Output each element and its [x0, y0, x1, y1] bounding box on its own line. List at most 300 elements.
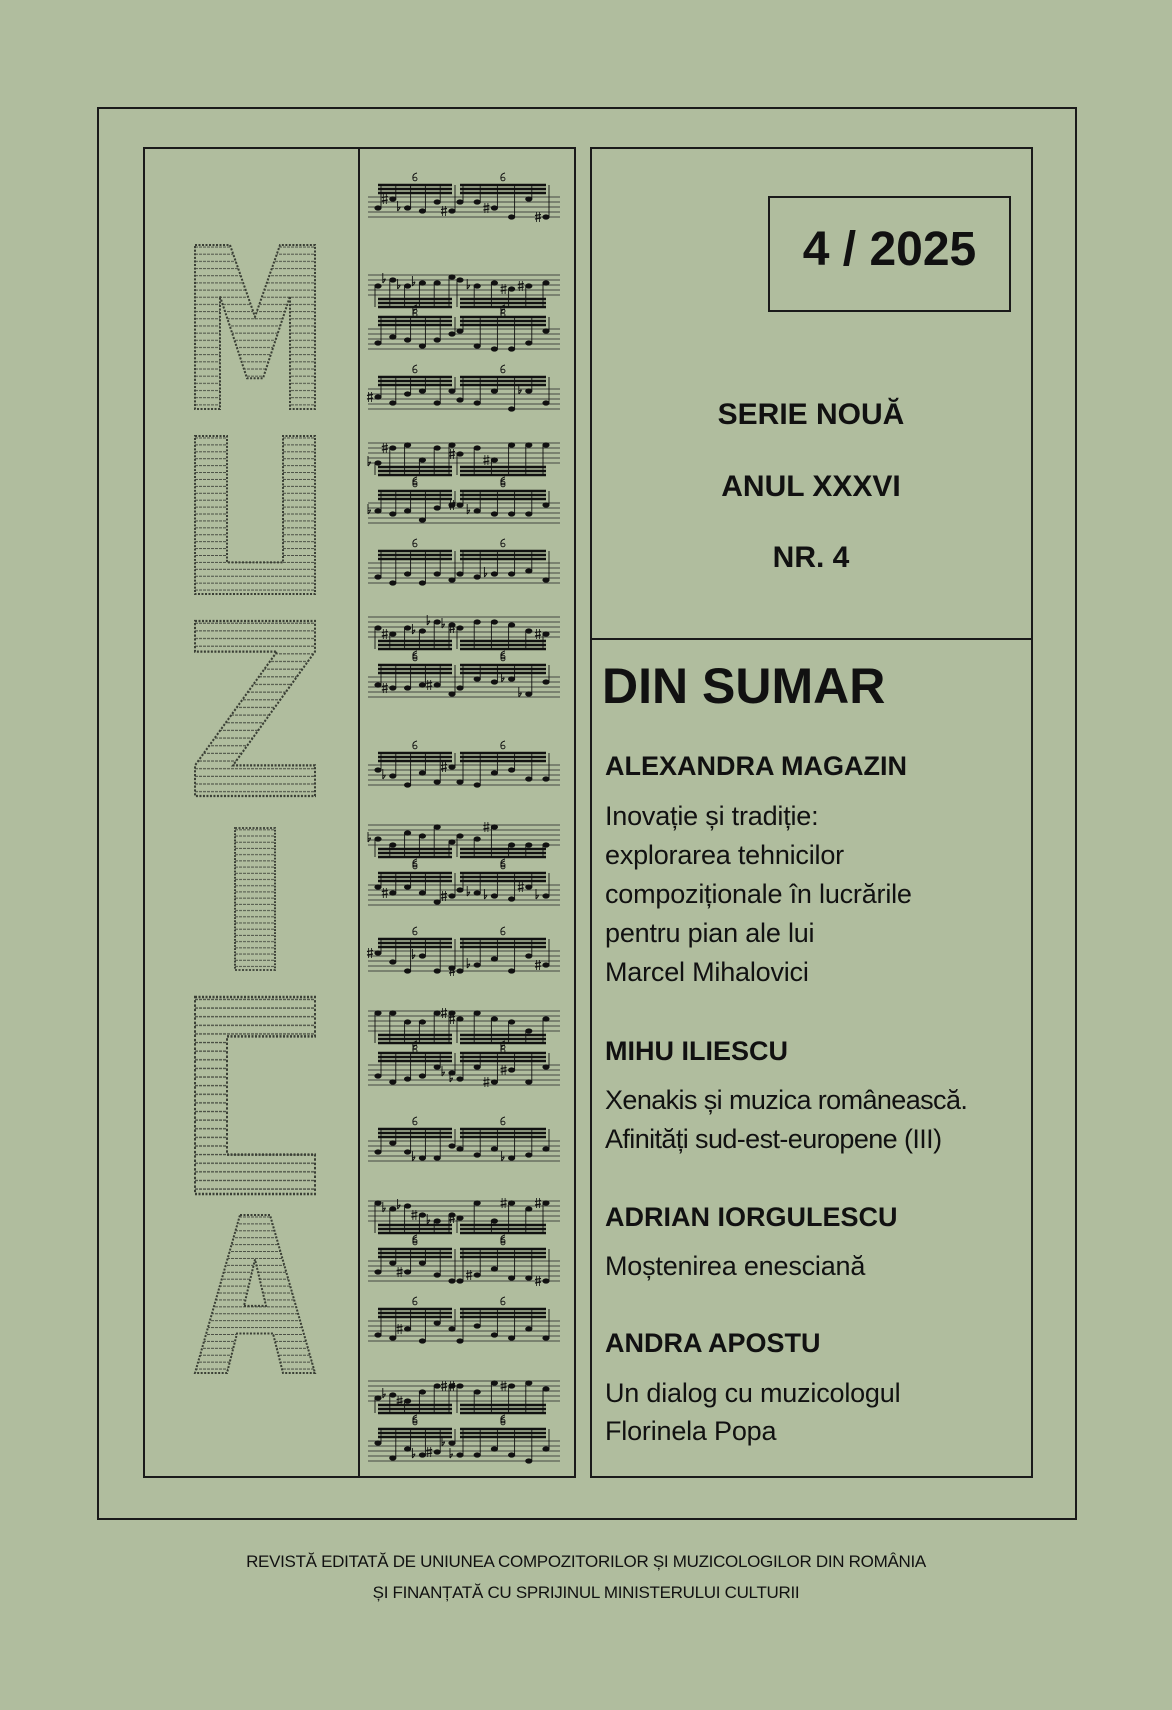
music-staff — [368, 1198, 560, 1243]
note-head — [419, 280, 426, 285]
note-head — [542, 442, 549, 447]
note-head — [542, 1016, 549, 1021]
note-head — [456, 1278, 463, 1283]
note-head — [404, 830, 411, 835]
article-title-line: Afinități sud-est-europene (III) — [605, 1124, 942, 1154]
masthead-letter-c — [195, 997, 315, 1194]
note-head — [542, 1386, 549, 1391]
note-head — [542, 280, 549, 285]
flat-icon — [412, 276, 415, 286]
note-head — [404, 442, 411, 447]
note-head — [508, 1452, 515, 1457]
sharp-icon — [426, 1447, 432, 1457]
note-head — [419, 953, 426, 958]
tuplet-mark — [413, 1297, 417, 1305]
tuplet-mark — [501, 861, 505, 869]
note-head — [474, 199, 481, 204]
note-head — [491, 1446, 498, 1451]
note-head — [456, 625, 463, 630]
note-head — [389, 511, 396, 516]
note-head — [374, 1073, 381, 1078]
note-head — [542, 1200, 549, 1205]
flat-icon — [450, 1448, 453, 1458]
note-head — [542, 631, 549, 636]
flat-icon — [383, 273, 386, 283]
tuplet-mark — [413, 927, 417, 935]
note-head — [374, 1269, 381, 1274]
tuplet-mark — [501, 1117, 505, 1125]
tuplet-mark — [413, 539, 417, 547]
note-head — [374, 460, 381, 465]
note-head — [419, 1212, 426, 1217]
note-head — [419, 1073, 426, 1078]
publisher-note: REVISTĂ EDITATĂ DE UNIUNEA COMPOZITORILOR ȘI MUZICOLOGILOR DIN ROMÂNIA — [246, 1552, 926, 1571]
note-head — [374, 884, 381, 889]
sharp-icon — [518, 882, 524, 892]
tuplet-mark — [501, 1297, 505, 1305]
note-head — [389, 1140, 396, 1145]
article-title-line: pentru pian ale lui — [605, 918, 815, 948]
year-label: ANUL XXXVI — [721, 470, 901, 503]
note-head — [419, 457, 426, 462]
note-head — [434, 337, 441, 342]
note-head — [434, 1064, 441, 1069]
note-head — [508, 842, 515, 847]
note-head — [525, 1458, 532, 1463]
note-head — [525, 1275, 532, 1280]
note-head — [389, 1079, 396, 1084]
note-head — [491, 619, 498, 624]
note-head — [374, 283, 381, 288]
sharp-icon — [441, 891, 447, 901]
note-head — [491, 1380, 498, 1385]
sharp-icon — [441, 206, 447, 216]
note-head — [404, 205, 411, 210]
note-head — [474, 1452, 481, 1457]
note-head — [419, 682, 426, 687]
note-head — [389, 580, 396, 585]
note-head — [434, 968, 441, 973]
note-head — [456, 397, 463, 402]
sharp-icon — [367, 948, 373, 958]
note-head — [525, 442, 532, 447]
sharp-icon — [483, 822, 489, 832]
note-head — [419, 1389, 426, 1394]
flat-icon — [383, 1388, 386, 1398]
note-head — [434, 280, 441, 285]
note-head — [474, 445, 481, 450]
note-head — [491, 1332, 498, 1337]
sharp-icon — [397, 1267, 403, 1277]
tuplet-mark — [413, 365, 417, 373]
note-head — [448, 1143, 455, 1148]
note-head — [525, 1028, 532, 1033]
note-head — [456, 1338, 463, 1343]
sharp-icon — [397, 1324, 403, 1334]
note-head — [491, 1016, 498, 1021]
flat-icon — [398, 279, 401, 289]
tuplet-mark — [501, 927, 505, 935]
note-head — [404, 1019, 411, 1024]
note-head — [508, 676, 515, 681]
note-head — [474, 1272, 481, 1277]
article-title-line: compoziționale în lucrările — [605, 879, 912, 909]
sharp-icon — [382, 194, 388, 204]
tuplet-mark — [413, 653, 417, 661]
note-head — [474, 1010, 481, 1015]
note-head — [389, 842, 396, 847]
flat-icon — [398, 201, 401, 211]
note-head — [542, 400, 549, 405]
note-head — [525, 628, 532, 633]
tuplet-mark — [413, 1417, 417, 1425]
sharp-icon — [426, 680, 432, 690]
note-head — [525, 1079, 532, 1084]
music-staff — [368, 539, 560, 586]
note-head — [456, 1016, 463, 1021]
note-head — [374, 950, 381, 955]
note-head — [525, 1206, 532, 1211]
article-author: ANDRA APOSTU — [605, 1328, 821, 1358]
note-head — [434, 505, 441, 510]
note-head — [419, 580, 426, 585]
sharp-icon — [483, 455, 489, 465]
flat-icon — [536, 889, 539, 899]
note-head — [404, 968, 411, 973]
note-head — [448, 1010, 455, 1015]
note-head — [448, 274, 455, 279]
sharp-icon — [367, 392, 373, 402]
music-staff — [368, 1237, 560, 1286]
note-head — [419, 1019, 426, 1024]
sharp-icon — [382, 683, 388, 693]
note-head — [448, 208, 455, 213]
note-head — [448, 764, 455, 769]
note-head — [374, 1332, 381, 1337]
note-head — [419, 890, 426, 895]
tuplet-mark — [413, 173, 417, 181]
note-head — [508, 1335, 515, 1340]
note-head — [491, 457, 498, 462]
note-head — [434, 571, 441, 576]
note-head — [491, 1079, 498, 1084]
note-head — [448, 1326, 455, 1331]
note-head — [525, 884, 532, 889]
note-head — [434, 899, 441, 904]
note-head — [525, 388, 532, 393]
note-head — [389, 890, 396, 895]
note-head — [456, 571, 463, 576]
note-head — [508, 511, 515, 516]
note-head — [434, 199, 441, 204]
note-head — [508, 1275, 515, 1280]
note-head — [474, 890, 481, 895]
note-head — [542, 214, 549, 219]
note-head — [374, 1149, 381, 1154]
note-head — [419, 1338, 426, 1343]
note-head — [389, 959, 396, 964]
note-head — [404, 1398, 411, 1403]
note-head — [434, 779, 441, 784]
note-head — [542, 1446, 549, 1451]
article-author: MIHU ILIESCU — [605, 1036, 789, 1066]
article-title-line: Inovație și tradiție: — [605, 801, 819, 831]
note-head — [474, 1152, 481, 1157]
music-staff — [368, 173, 560, 222]
note-head — [525, 1380, 532, 1385]
note-head — [404, 782, 411, 787]
note-head — [491, 1218, 498, 1223]
music-staff — [368, 741, 560, 788]
note-head — [508, 1200, 515, 1205]
note-head — [374, 205, 381, 210]
note-head — [389, 1206, 396, 1211]
note-head — [474, 676, 481, 681]
note-head — [374, 574, 381, 579]
note-head — [404, 1149, 411, 1154]
tuplet-mark — [413, 741, 417, 749]
note-head — [456, 685, 463, 690]
note-head — [434, 824, 441, 829]
note-head — [456, 833, 463, 838]
note-head — [389, 400, 396, 405]
contents-heading: DIN SUMAR — [602, 658, 886, 714]
note-head — [525, 283, 532, 288]
note-head — [404, 685, 411, 690]
note-head — [525, 511, 532, 516]
note-head — [474, 1064, 481, 1069]
note-head — [374, 836, 381, 841]
note-head — [542, 893, 549, 898]
note-head — [389, 334, 396, 339]
note-head — [491, 1266, 498, 1271]
note-head — [525, 776, 532, 781]
note-head — [525, 842, 532, 847]
note-head — [508, 622, 515, 627]
flat-icon — [467, 504, 470, 514]
note-head — [474, 962, 481, 967]
tuplet-mark — [413, 479, 417, 487]
flat-icon — [383, 1202, 386, 1212]
note-head — [389, 773, 396, 778]
note-head — [419, 1260, 426, 1265]
note-head — [474, 619, 481, 624]
note-head — [434, 1010, 441, 1015]
music-staff — [368, 653, 560, 697]
article-title-line: Florinela Popa — [605, 1416, 777, 1446]
note-head — [389, 277, 396, 282]
note-head — [404, 508, 411, 513]
note-head — [419, 833, 426, 838]
note-head — [542, 328, 549, 333]
note-head — [542, 776, 549, 781]
sharp-icon — [535, 629, 541, 639]
note-head — [434, 1320, 441, 1325]
flat-icon — [368, 504, 371, 514]
note-head — [542, 1064, 549, 1069]
note-head — [508, 896, 515, 901]
note-head — [491, 571, 498, 576]
music-staff — [368, 615, 560, 659]
note-head — [525, 1326, 532, 1331]
note-head — [404, 1446, 411, 1451]
tuplet-mark — [413, 1237, 417, 1245]
note-head — [374, 508, 381, 513]
music-staff — [368, 861, 560, 905]
tuplet-mark — [413, 861, 417, 869]
note-head — [389, 196, 396, 201]
flat-icon — [442, 1066, 445, 1076]
note-head — [448, 331, 455, 336]
sharp-icon — [449, 449, 455, 459]
note-head — [474, 400, 481, 405]
flat-icon — [427, 615, 430, 625]
note-head — [491, 679, 498, 684]
note-head — [374, 1440, 381, 1445]
music-staff — [368, 1417, 560, 1464]
note-head — [448, 839, 455, 844]
note-head — [389, 1335, 396, 1340]
note-head — [448, 893, 455, 898]
music-staff — [368, 1380, 560, 1422]
note-head — [474, 1200, 481, 1205]
sharp-icon — [411, 1210, 417, 1220]
note-head — [456, 451, 463, 456]
flat-icon — [484, 567, 487, 577]
note-head — [456, 1146, 463, 1151]
note-head — [474, 574, 481, 579]
flat-icon — [412, 949, 415, 959]
note-head — [389, 685, 396, 690]
sharp-icon — [441, 1008, 447, 1018]
flat-icon — [467, 886, 470, 896]
note-head — [434, 619, 441, 624]
note-head — [456, 1215, 463, 1220]
masthead-letter-a — [195, 1215, 315, 1373]
note-head — [508, 406, 515, 411]
note-head — [434, 682, 441, 687]
note-head — [456, 277, 463, 282]
masthead-letter-u — [195, 436, 315, 594]
note-head — [491, 280, 498, 285]
note-head — [404, 283, 411, 288]
note-head — [448, 691, 455, 696]
note-head — [525, 691, 532, 696]
note-head — [448, 388, 455, 393]
note-head — [389, 1392, 396, 1397]
note-head — [508, 1155, 515, 1160]
tuplet-mark — [501, 479, 505, 487]
note-head — [456, 199, 463, 204]
note-head — [374, 1010, 381, 1015]
sharp-icon — [466, 1270, 472, 1280]
tuplet-mark — [413, 1117, 417, 1125]
note-head — [374, 767, 381, 772]
note-head — [404, 1203, 411, 1208]
note-head — [448, 1440, 455, 1445]
note-head — [389, 1455, 396, 1460]
sharp-icon — [382, 629, 388, 639]
note-head — [434, 445, 441, 450]
note-head — [525, 196, 532, 201]
note-head — [542, 1146, 549, 1151]
sharp-icon — [518, 281, 524, 291]
note-head — [491, 893, 498, 898]
tuplet-mark — [501, 1237, 505, 1245]
tuplet-mark — [501, 173, 505, 181]
note-head — [525, 568, 532, 573]
flat-icon — [427, 1214, 430, 1224]
note-head — [542, 502, 549, 507]
note-head — [456, 1383, 463, 1388]
note-head — [491, 205, 498, 210]
music-staff — [368, 1041, 560, 1087]
article-title-line: Xenakis și muzica românească. — [605, 1085, 968, 1115]
note-head — [491, 956, 498, 961]
note-head — [474, 508, 481, 513]
article-title-line: Un dialog cu muzicologul — [605, 1378, 901, 1408]
note-head — [508, 1019, 515, 1024]
note-head — [404, 1269, 411, 1274]
sharp-icon — [483, 1077, 489, 1087]
note-head — [508, 1383, 515, 1388]
note-head — [474, 343, 481, 348]
sharp-icon — [382, 888, 388, 898]
note-head — [419, 388, 426, 393]
note-head — [448, 1070, 455, 1075]
music-notation-column — [360, 147, 574, 1477]
note-head — [508, 767, 515, 772]
note-head — [525, 953, 532, 958]
sharp-icon — [483, 203, 489, 213]
note-head — [419, 1452, 426, 1457]
note-head — [404, 1326, 411, 1331]
note-head — [525, 340, 532, 345]
note-head — [542, 679, 549, 684]
sharp-icon — [501, 1198, 507, 1208]
note-head — [542, 577, 549, 582]
masthead-letter-z — [195, 621, 315, 796]
article-title-line: Moștenirea enesciană — [605, 1251, 866, 1281]
note-head — [508, 1067, 515, 1072]
music-staff — [368, 1008, 560, 1053]
note-head — [491, 770, 498, 775]
note-head — [456, 328, 463, 333]
note-head — [404, 625, 411, 630]
masthead-letter-i — [235, 828, 275, 970]
masthead-title-logo — [160, 230, 350, 1410]
flat-icon — [467, 958, 470, 968]
note-head — [374, 1200, 381, 1205]
sharp-icon — [535, 1198, 541, 1208]
music-staff — [368, 305, 560, 352]
note-head — [404, 337, 411, 342]
note-head — [474, 1323, 481, 1328]
note-head — [448, 1278, 455, 1283]
note-head — [474, 836, 481, 841]
note-head — [456, 968, 463, 973]
note-head — [374, 1395, 381, 1400]
note-head — [456, 779, 463, 784]
music-staff — [367, 365, 560, 412]
tuplet-mark — [501, 741, 505, 749]
note-head — [525, 1152, 532, 1157]
note-head — [474, 782, 481, 787]
flat-icon — [412, 1448, 415, 1458]
note-head — [419, 343, 426, 348]
note-head — [474, 283, 481, 288]
note-head — [508, 214, 515, 219]
